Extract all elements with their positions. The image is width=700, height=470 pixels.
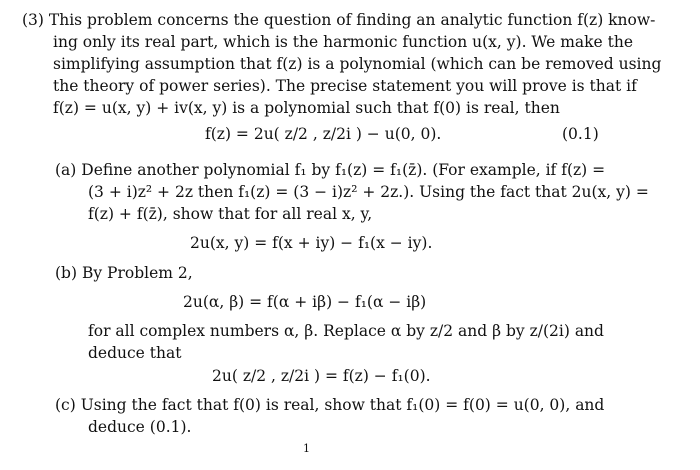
main-equation: f(z) = 2u( z/2 , z/2i ) − u(0, 0). bbox=[205, 125, 442, 143]
problem-line-2: ing only its real part, which is the harmonic function u(x, y). We make the bbox=[53, 33, 634, 51]
problem-line-3: simplifying assumption that f(z) is a polynomial (which can be removed using bbox=[53, 55, 662, 73]
equation-number: (0.1) bbox=[562, 125, 599, 143]
page-number: 1 bbox=[303, 442, 310, 455]
part-b-line-3: deduce that bbox=[88, 344, 182, 362]
part-b-equation-2: 2u( z/2 , z/2i ) = f(z) − f₁(0). bbox=[212, 367, 431, 385]
problem-line-1: (3) This problem concerns the question of finding an analytic function f(z) know- bbox=[22, 11, 656, 29]
part-b-line-2: for all complex numbers α, β. Replace α by z/2 and β by z/(2i) and bbox=[88, 322, 604, 340]
problem-line-4: the theory of power series). The precise statement you will prove is that if bbox=[53, 77, 637, 95]
part-a-line-1: (a) Define another polynomial f₁ by f₁(z) = f₁(z̄). (For example, if f(z) = bbox=[55, 161, 606, 179]
part-c-line-2: deduce (0.1). bbox=[88, 418, 192, 436]
part-b-line-1: (b) By Problem 2, bbox=[55, 264, 193, 282]
part-a-equation: 2u(x, y) = f(x + iy) − f₁(x − iy). bbox=[190, 234, 433, 252]
part-a-line-2: (3 + i)z² + 2z then f₁(z) = (3 − i)z² + 2z.). Using the fact that 2u(x, y) = bbox=[88, 183, 649, 201]
problem-line-5: f(z) = u(x, y) + iv(x, y) is a polynomial such that f(0) is real, then bbox=[53, 99, 560, 117]
part-b-equation-1: 2u(α, β) = f(α + iβ) − f₁(α − iβ) bbox=[183, 293, 427, 311]
part-c-line-1: (c) Using the fact that f(0) is real, show that f₁(0) = f(0) = u(0, 0), and bbox=[55, 396, 605, 414]
part-a-line-3: f(z) + f(z̄), show that for all real x, y, bbox=[88, 205, 373, 223]
